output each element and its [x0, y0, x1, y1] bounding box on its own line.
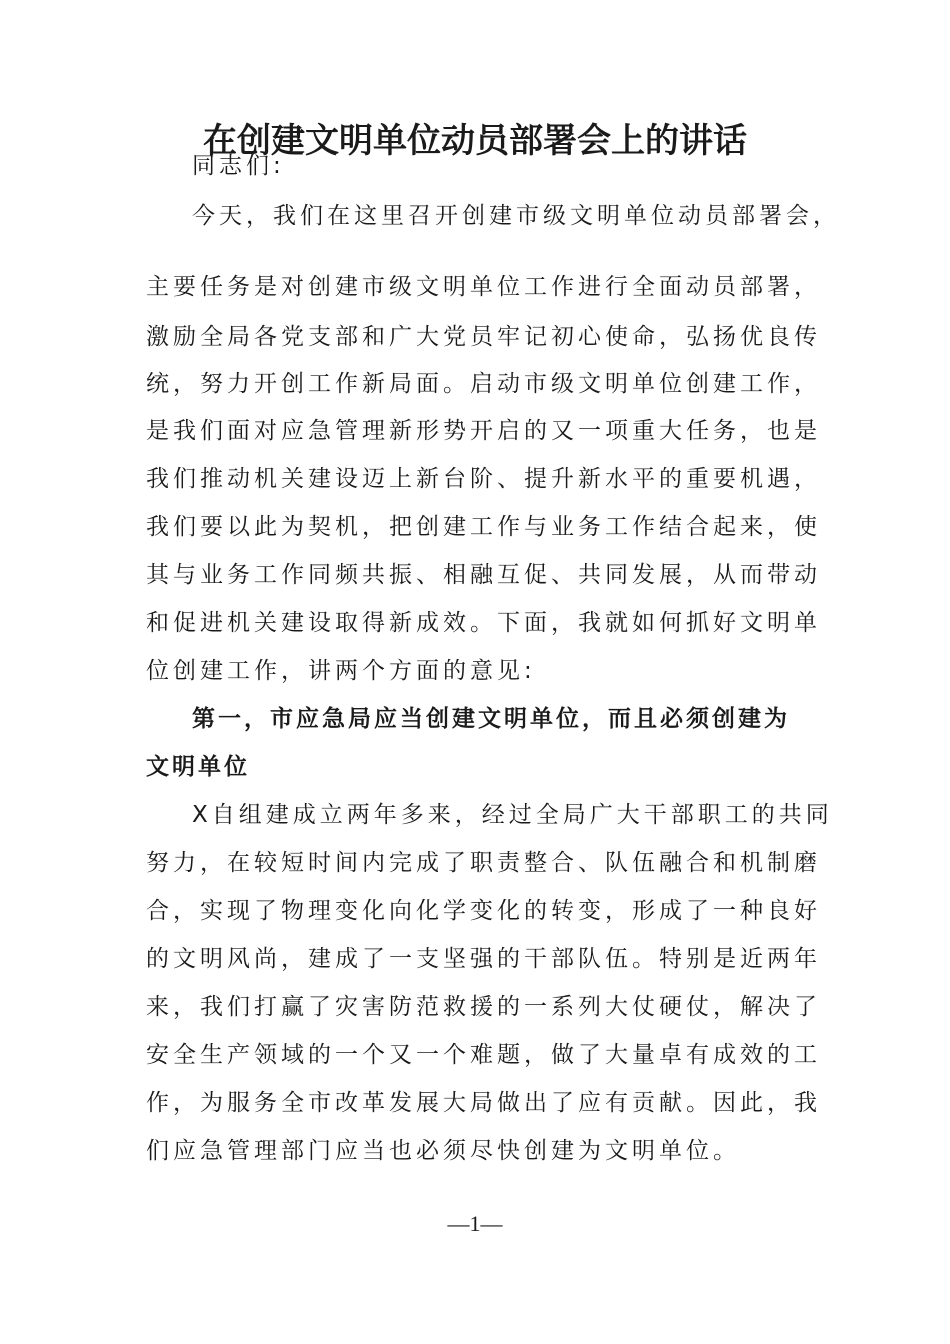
section-heading-line: 第一，市应急局应当创建文明单位，而且必须创建为 [192, 706, 790, 732]
paragraph-line: 主要任务是对创建市级文明单位工作进行全面动员部署， [146, 274, 821, 300]
paragraph-line: 位创建工作，讲两个方面的意见: [146, 658, 536, 684]
paragraph-line: 努力，在较短时间内完成了职责整合、队伍融合和机制磨 [146, 850, 821, 876]
section-heading-line: 文明单位 [146, 754, 250, 780]
paragraph-line: 们应急管理部门应当也必须尽快创建为文明单位。 [146, 1138, 740, 1164]
page-number: —1— [447, 1211, 503, 1236]
paragraph-line: 激励全局各党支部和广大党员牢记初心使命，弘扬优良传 [146, 324, 821, 350]
paragraph-line: 统，努力开创工作新局面。启动市级文明单位创建工作， [146, 371, 821, 397]
paragraph-line: 的文明风尚，建成了一支坚强的干部队伍。特别是近两年 [146, 946, 821, 972]
paragraph-line: 作，为服务全市改革发展大局做出了应有贡献。因此，我 [146, 1090, 821, 1116]
paragraph-line: 今天，我们在这里召开创建市级文明单位动员部署会， [192, 203, 840, 229]
paragraph-line: 我们要以此为契机，把创建工作与业务工作结合起来，使 [146, 514, 821, 540]
salutation: 同志们: [192, 153, 285, 179]
paragraph-line: 来，我们打赢了灾害防范救援的一系列大仗硬仗，解决了 [146, 994, 821, 1020]
document-title: 在创建文明单位动员部署会上的讲话 [203, 121, 747, 161]
paragraph-line: 安全生产领域的一个又一个难题，做了大量卓有成效的工 [146, 1042, 821, 1068]
paragraph-line: 合，实现了物理变化向化学变化的转变，形成了一种良好 [146, 898, 821, 924]
paragraph-line: 我们推动机关建设迈上新台阶、提升新水平的重要机遇， [146, 466, 821, 492]
paragraph-line: 是我们面对应急管理新形势开启的又一项重大任务，也是 [146, 418, 821, 444]
paragraph-line: 其与业务工作同频共振、相融互促、共同发展，从而带动 [146, 562, 821, 588]
paragraph-line: X自组建成立两年多来，经过全局广大干部职工的共同 [192, 802, 833, 828]
paragraph-line: 和促进机关建设取得新成效。下面，我就如何抓好文明单 [146, 610, 821, 636]
